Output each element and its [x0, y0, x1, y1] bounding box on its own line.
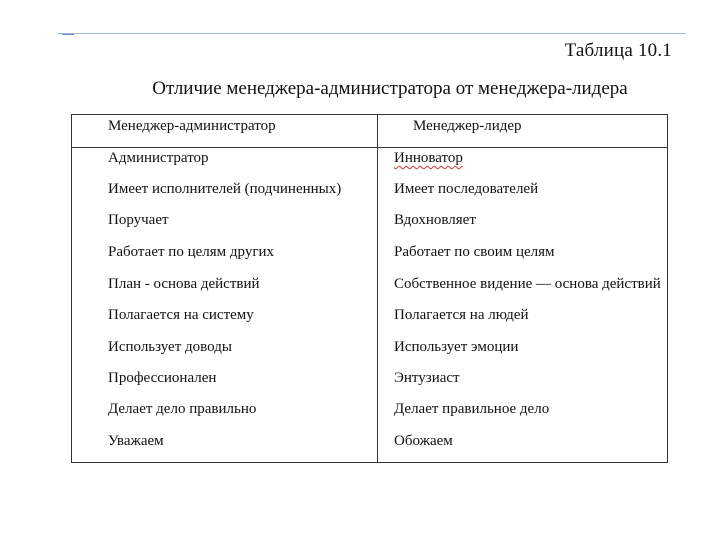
cell-administrator: Поручает [108, 212, 169, 228]
cell-leader: Вдохновляет [394, 212, 476, 228]
table-row [0, 181, 720, 201]
cell-leader: Энтузиаст [394, 370, 460, 386]
cell-administrator: Уважаем [108, 433, 164, 449]
top-rule [58, 33, 686, 34]
header-rule [71, 147, 668, 148]
table-row [0, 307, 720, 327]
cell-leader: Делает правильное дело [394, 401, 550, 417]
cell-leader: Работает по своим целям [394, 244, 555, 260]
cell-administrator: Полагается на систему [108, 307, 254, 323]
table-row [0, 212, 720, 232]
cell-administrator: Имеет исполнителей (подчиненных) [108, 181, 342, 197]
table-row [0, 339, 720, 359]
table-row [0, 401, 720, 421]
cell-leader: Имеет последователей [394, 181, 539, 197]
cell-administrator: Делает дело правильно [108, 401, 257, 417]
cell-leader: Обожаем [394, 433, 453, 449]
table-row [0, 150, 720, 170]
cell-administrator: Профессионален [108, 370, 217, 386]
cell-leader: Полагается на людей [394, 307, 529, 323]
top-rule-mark [62, 34, 74, 35]
cell-administrator: Администратор [108, 150, 209, 166]
cell-administrator: Работает по целям других [108, 244, 274, 260]
cell-leader: Использует эмоции [394, 339, 519, 355]
cell-administrator: План - основа действий [108, 276, 260, 292]
cell-leader: Инноватор [394, 150, 463, 166]
table-row [0, 244, 720, 264]
cell-administrator: Использует доводы [108, 339, 232, 355]
table-row [0, 370, 720, 390]
column-header-administrator: Менеджер-администратор [108, 118, 276, 134]
cell-leader: Собственное видение — основа действий [394, 276, 661, 292]
table-title: Отличие менеджера-администратора от менеджера-лидера [152, 78, 628, 99]
column-header-leader: Менеджер-лидер [413, 118, 522, 134]
table-number: Таблица 10.1 [564, 40, 672, 61]
table-row [0, 433, 720, 453]
table-row [0, 276, 720, 296]
